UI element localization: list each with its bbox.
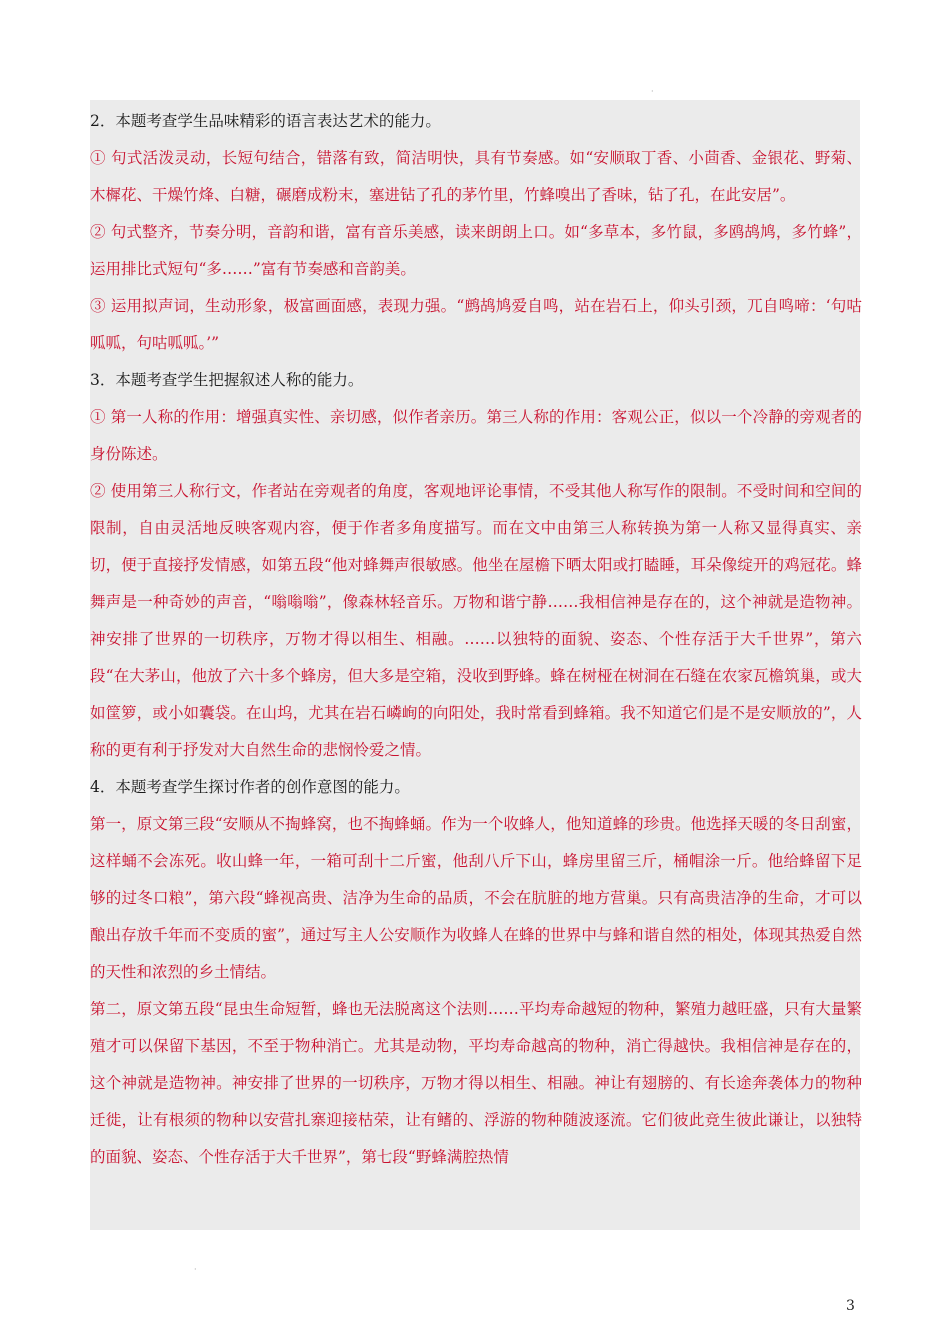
scan-dot-top: · xyxy=(651,87,654,96)
answer-text-body xyxy=(90,103,862,1176)
question-3-heading: 3．本题考查学生把握叙述人称的能力。 xyxy=(90,371,364,389)
question-2-point-1: ① 句式活泼灵动，长短句结合，错落有致，简洁明快，具有节奏感。如“安顺取丁香、小茴香、金银花、野菊、木樨花、干燥竹烽、白糖，碾磨成粉末，塞进钻了孔的茅竹里，竹蜂嗅出了香味，钻了孔，在此安居”。 xyxy=(90,149,862,204)
scan-dot-bottom: · xyxy=(194,1265,197,1274)
question-3-point-2: ② 使用第三人称行文，作者站在旁观者的角度，客观地评论事情，不受其他人称写作的限制。不受时间和空间的限制，自由灵活地反映客观内容，便于作者多角度描写。而在文中由第三人称转换为第一人称又显得真实、亲切，便于直接抒发情感，如第五段“他对蜂舞声很敏感。他坐在屋檐下晒太阳或打瞌睡，耳朵像绽开的鸡冠花。蜂舞声是一种奇妙的声音，“嗡嗡嗡”，像森林轻音乐。万物和谐宁静……我相信神是存在的，这个神就是造物神。神安排了世界的一切秩序，万物才得以相生、相融。……以独特的面貌、姿态、个性存活于大千世界”，第六段“在大茅山，他放了六十多个蜂房，但大多是空箱，没收到野蜂。蜂在树桠在树洞在石缝在农家瓦檐筑巢，或大如筐箩，或小如囊袋。在山坞，尤其在岩石嶙峋的向阳处，我时常看到蜂箱。我不知道它们是不是安顺放的”，人称的更有利于抒发对大自然生命的悲悯怜爱之情。 xyxy=(90,482,862,759)
question-2-point-3: ③ 运用拟声词，生动形象，极富画面感，表现力强。“鹧鸪鸠爱自鸣，站在岩石上，仰头引颈，兀自鸣啼：‘句咕呱呱，句咕呱呱。’” xyxy=(90,297,862,352)
question-2-point-2: ② 句式整齐，节奏分明，音韵和谐，富有音乐美感，读来朗朗上口。如“多草本，多竹鼠，多鸥鸪鸠，多竹蜂”，运用排比式短句“多……”富有节奏感和音韵美。 xyxy=(90,223,862,278)
question-3-point-1: ① 第一人称的作用：增强真实性、亲切感，似作者亲历。第三人称的作用：客观公正，似以一个冷静的旁观者的身份陈述。 xyxy=(90,408,862,463)
question-2-heading: 2．本题考查学生品味精彩的语言表达艺术的能力。 xyxy=(90,112,441,130)
question-4-point-2: 第二，原文第五段“昆虫生命短暂，蜂也无法脱离这个法则……平均寿命越短的物种，繁殖力越旺盛，只有大量繁殖才可以保留下基因，不至于物种消亡。尤其是动物，平均寿命越高的物种，消亡得越快。我相信神是存在的，这个神就是造物神。神安排了世界的一切秩序，万物才得以相生、相融。神让有翅膀的、有长途奔袭体力的物种迁徙，让有根须的物种以安营扎寨迎接枯荣，让有鳍的、浮游的物种随波逐流。它们彼此竞生彼此谦让，以独特的面貌、姿态、个性存活于大千世界”，第七段“野蜂满腔热情 xyxy=(90,1000,862,1166)
question-4-point-1: 第一，原文第三段“安顺从不掏蜂窝，也不掏蜂蛹。作为一个收蜂人，他知道蜂的珍贵。他选择天暖的冬日刮蜜，这样蛹不会冻死。收山蜂一年，一箱可刮十二斤蜜，他刮八斤下山，蜂房里留三斤，桶帽涂一斤。他给蜂留下足够的过冬口粮”，第六段“蜂视高贵、洁净为生命的品质，不会在肮脏的地方营巢。只有高贵洁净的生命，才可以酿出存放千年而不变质的蜜”，通过写主人公安顺作为收蜂人在蜂的世界中与蜂和谐自然的相处，体现其热爱自然的天性和浓烈的乡土情结。 xyxy=(90,815,862,981)
page-number: 3 xyxy=(846,1298,855,1314)
question-4-heading: 4．本题考查学生探讨作者的创作意图的能力。 xyxy=(90,778,410,796)
